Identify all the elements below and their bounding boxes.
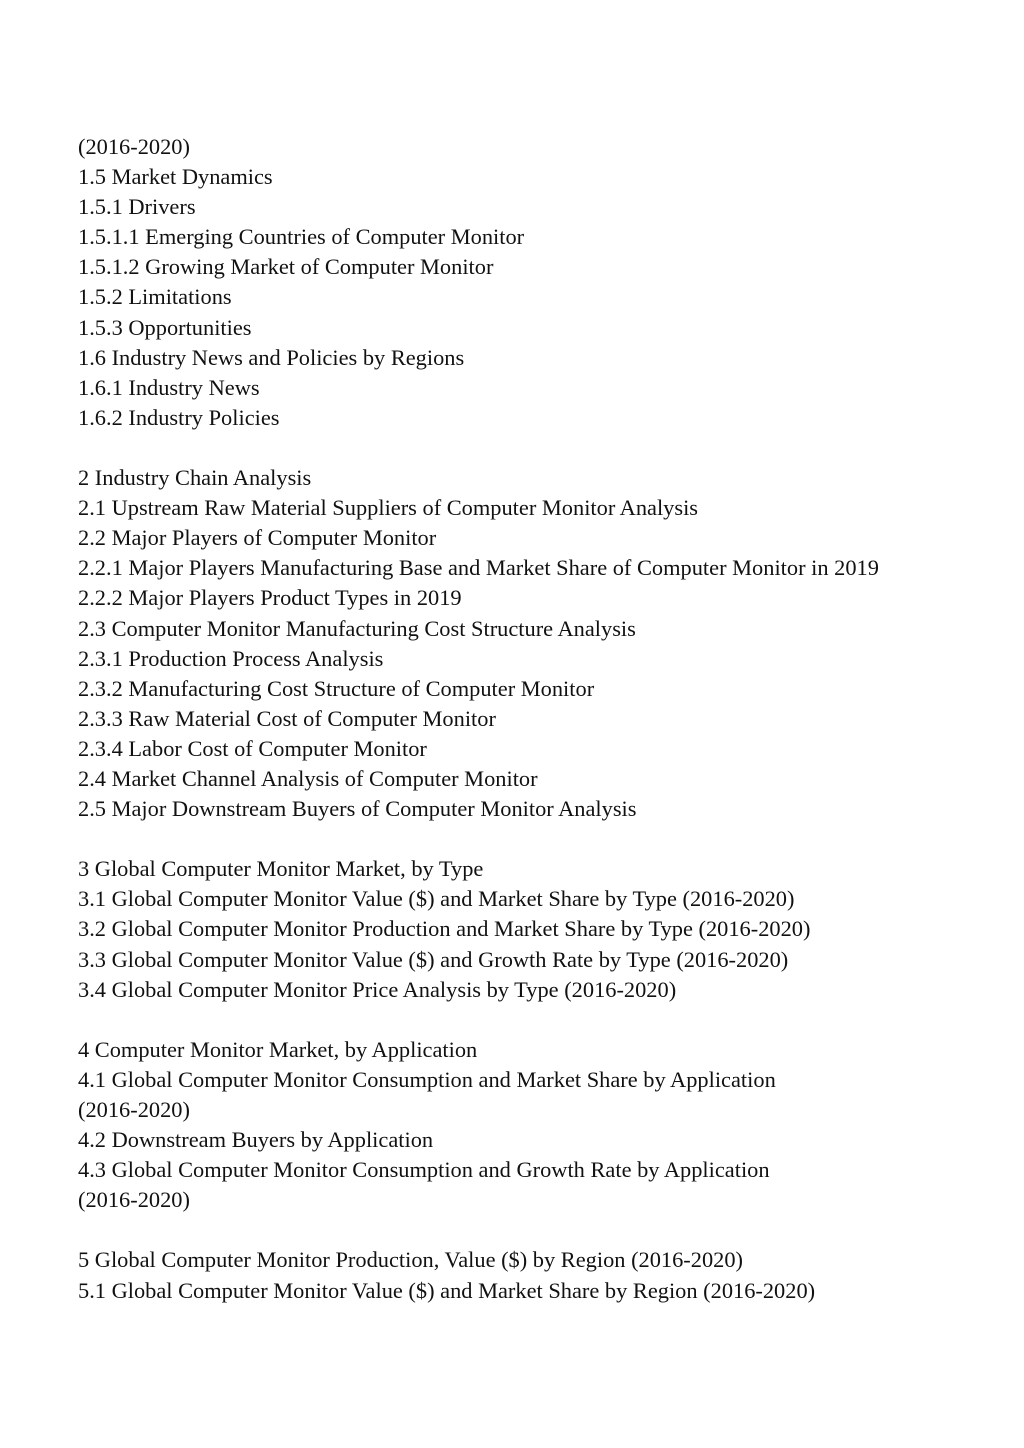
toc-entry: 3.2 Global Computer Monitor Production and Market Share by Type (2016-2020): [78, 916, 811, 942]
blank-line: [78, 433, 1008, 463]
document-page: [78, 132, 1008, 1306]
toc-entry: 2.3.4 Labor Cost of Computer Monitor: [78, 735, 427, 761]
toc-entry: 1.5.1.1 Emerging Countries of Computer Monitor: [78, 224, 525, 250]
toc-entry: 2.3.1 Production Process Analysis: [78, 645, 384, 671]
toc-entry: (2016-2020): [78, 1187, 190, 1213]
toc-entry: 2.4 Market Channel Analysis of Computer Monitor: [78, 765, 538, 791]
toc-entry: 2 Industry Chain Analysis: [78, 465, 312, 491]
toc-entry: 1.6.2 Industry Policies: [78, 404, 280, 430]
toc-entry: 2.2 Major Players of Computer Monitor: [78, 525, 437, 551]
toc-entry: 2.3.2 Manufacturing Cost Structure of Computer Monitor: [78, 675, 595, 701]
toc-entry: (2016-2020): [78, 134, 190, 159]
toc-entry: 5.1 Global Computer Monitor Value ($) and Market Share by Region (2016-2020): [78, 1277, 816, 1303]
toc-entry: 1.5.2 Limitations: [78, 284, 232, 310]
toc-entry: 4.1 Global Computer Monitor Consumption and Market Share by Application: [78, 1066, 776, 1092]
toc-entry: 1.6.1 Industry News: [78, 374, 260, 400]
toc-entry: (2016-2020): [78, 1097, 190, 1122]
blank-line: [78, 1215, 1008, 1245]
toc-entry: 5 Global Computer Monitor Production, Value ($) by Region (2016-2020): [78, 1247, 744, 1273]
toc-entry: 4.2 Downstream Buyers by Application: [78, 1127, 434, 1153]
toc-entry: 1.5.1.2 Growing Market of Computer Monitor: [78, 254, 494, 280]
toc-entry: 2.2.1 Major Players Manufacturing Base and Market Share of Computer Monitor in 2019: [78, 555, 879, 581]
toc-entry: 1.5 Market Dynamics: [78, 164, 273, 190]
toc-entry: 1.5.1 Drivers: [78, 194, 196, 220]
toc-entry: 2.2.2 Major Players Product Types in 2019: [78, 585, 462, 611]
blank-line: [78, 824, 1008, 854]
toc-entry: 2.3.3 Raw Material Cost of Computer Monitor: [78, 705, 496, 731]
toc-entry: 1.5.3 Opportunities: [78, 314, 252, 340]
toc-entry: 3.3 Global Computer Monitor Value ($) and Growth Rate by Type (2016-2020): [78, 946, 789, 972]
toc-entry: 4 Computer Monitor Market, by Application: [78, 1036, 478, 1062]
toc-entry: 2.1 Upstream Raw Material Suppliers of Computer Monitor Analysis: [78, 495, 699, 521]
toc-entry: 2.3 Computer Monitor Manufacturing Cost Structure Analysis: [78, 615, 636, 641]
toc-entry: 3 Global Computer Monitor Market, by Type: [78, 856, 484, 882]
blank-line: [78, 1005, 1008, 1035]
toc-entry: 2.5 Major Downstream Buyers of Computer Monitor Analysis: [78, 796, 637, 822]
toc-entry: 4.3 Global Computer Monitor Consumption and Growth Rate by Application: [78, 1157, 770, 1183]
toc-entry: 3.1 Global Computer Monitor Value ($) and Market Share by Type (2016-2020): [78, 886, 795, 912]
toc-entry: 1.6 Industry News and Policies by Regions: [78, 344, 465, 370]
toc-entry: 3.4 Global Computer Monitor Price Analysis by Type (2016-2020): [78, 976, 677, 1002]
